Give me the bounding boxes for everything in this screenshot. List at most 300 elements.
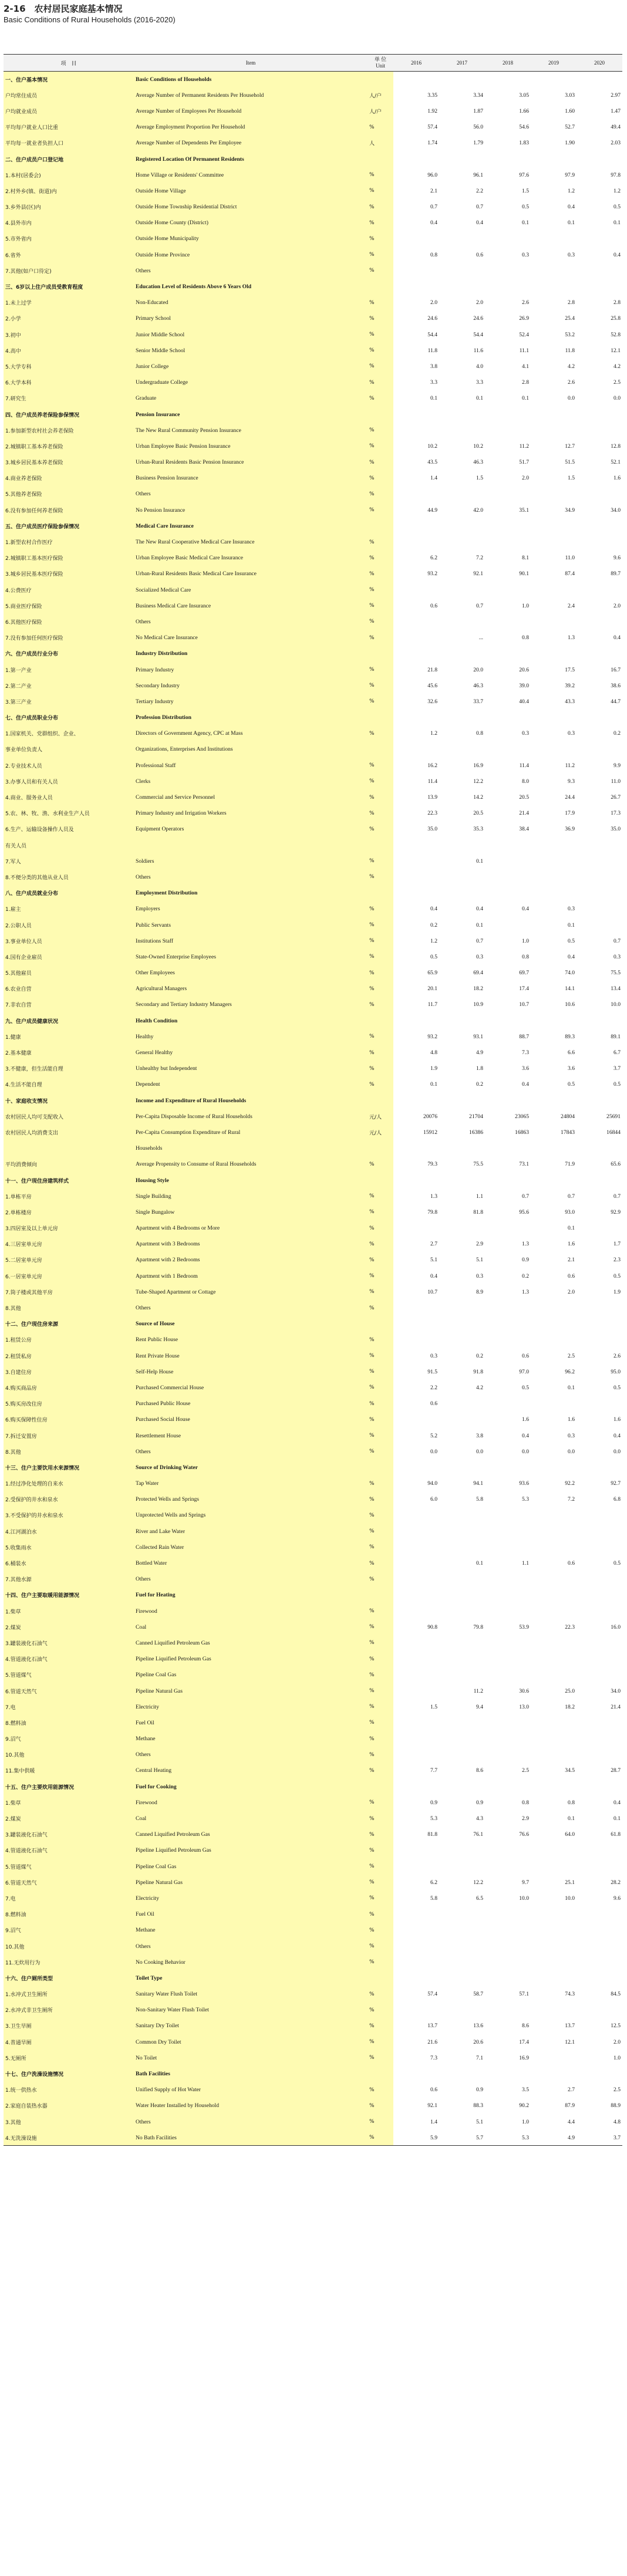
- row-unit: %: [368, 2098, 393, 2114]
- cell-value: 1.2: [430, 730, 437, 737]
- table-row: [4, 1747, 622, 1763]
- row-label-cn: 1.健康: [4, 1029, 134, 1045]
- row-unit: %: [368, 295, 393, 310]
- data-table: [4, 54, 622, 2146]
- cell-value: 74.3: [565, 1991, 575, 1998]
- cell-value: 34.0: [611, 1687, 621, 1694]
- header-row: [4, 55, 622, 72]
- table-row: [4, 741, 622, 757]
- row-label-en: Registered Location Of Permanent Residents: [134, 151, 368, 167]
- cell-value: 93.2: [427, 1033, 437, 1040]
- cell-value: 81.8: [473, 1208, 483, 1216]
- row-label-cn: 3.四居室及以上单元房: [4, 1220, 134, 1236]
- cell-value: [439, 1587, 485, 1603]
- cell-value: [485, 1922, 531, 1938]
- row-label-en: Outside Home Township Residential District: [134, 199, 368, 215]
- row-label-en: [134, 838, 368, 853]
- cell-value: 28.7: [611, 1767, 621, 1774]
- table-row: [4, 454, 622, 470]
- row-unit: %: [368, 2002, 393, 2018]
- row-label-cn: 4.公费医疗: [4, 582, 134, 598]
- row-label-cn: 3.办事人员和有关人员: [4, 774, 134, 789]
- row-label-en: Graduate: [134, 390, 368, 406]
- row-unit: [368, 518, 393, 534]
- cell-value: 89.1: [611, 1033, 621, 1040]
- cell-value: 40.4: [519, 698, 529, 705]
- cell-value: 1.0: [522, 602, 529, 609]
- cell-value: 58.7: [473, 1991, 483, 1998]
- row-label-en: Pension Insurance: [134, 406, 368, 422]
- row-label-cn: 三、6岁以上住户成员受教育程度: [4, 279, 134, 295]
- cell-value: 51.5: [565, 459, 575, 466]
- row-label-cn: 1.水冲式卫生厕所: [4, 1986, 134, 2002]
- row-unit: %: [368, 1747, 393, 1763]
- cell-value: 2.7: [568, 2087, 575, 2094]
- cell-value: 0.3: [522, 251, 529, 258]
- table-row: [4, 1890, 622, 1906]
- cell-value: [439, 1460, 485, 1476]
- row-label-cn: 九、住户成员健康状况: [4, 1013, 134, 1029]
- row-label-en: Public Servants: [134, 917, 368, 933]
- row-label-cn: 3.罐装液化石油气: [4, 1635, 134, 1651]
- cell-value: [393, 1651, 439, 1667]
- row-label-cn: 2.公职人员: [4, 917, 134, 933]
- row-label-en: Bottled Water: [134, 1555, 368, 1571]
- row-label-en: Apartment with 3 Bedrooms: [134, 1236, 368, 1252]
- cell-value: 24.6: [427, 315, 437, 322]
- cell-value: [531, 1396, 577, 1412]
- table-row: [4, 917, 622, 933]
- cell-value: 35.3: [473, 826, 483, 833]
- cell-value: 0.4: [613, 634, 621, 642]
- table-row: [4, 1189, 622, 1204]
- cell-value: 12.2: [473, 778, 483, 785]
- table-row: [4, 758, 622, 774]
- cell-value: [531, 263, 577, 279]
- cell-value: 11.7: [427, 1001, 437, 1008]
- row-label-en: Institutions Staff: [134, 933, 368, 949]
- table-row: [4, 901, 622, 917]
- row-unit: %: [368, 327, 393, 343]
- cell-value: 79.3: [427, 1161, 437, 1168]
- cell-value: 12.5: [611, 2023, 621, 2030]
- row-label-en: Others: [134, 263, 368, 279]
- cell-value: 88.9: [611, 2102, 621, 2109]
- cell-value: [393, 630, 439, 646]
- cell-value: 95.6: [519, 1208, 529, 1216]
- table-row: [4, 1332, 622, 1348]
- cell-value: 28.2: [611, 1879, 621, 1886]
- cell-value: 39.0: [519, 682, 529, 689]
- row-label-en: Average Propensity to Consume of Rural Households: [134, 1156, 368, 1172]
- table-row: [4, 630, 622, 646]
- cell-value: [485, 1906, 531, 1922]
- cell-value: 96.1: [473, 171, 483, 178]
- cell-value: [577, 869, 622, 885]
- cell-value: 4.2: [476, 1384, 483, 1391]
- row-label-en: Home Village or Residents' Committee: [134, 167, 368, 183]
- cell-value: [531, 486, 577, 502]
- cell-value: [439, 1731, 485, 1747]
- row-label-en: Unified Supply of Hot Water: [134, 2082, 368, 2098]
- cell-value: [393, 1571, 439, 1587]
- cell-value: [439, 710, 485, 725]
- cell-value: [485, 1396, 531, 1412]
- cell-value: [577, 741, 622, 757]
- row-label-cn: 2.单栋楼房: [4, 1204, 134, 1220]
- row-label-en: Business Medical Care Insurance: [134, 598, 368, 614]
- cell-value: 0.6: [430, 2087, 437, 2094]
- row-unit: [368, 72, 393, 87]
- cell-value: 0.6: [568, 1272, 575, 1279]
- row-unit: %: [368, 2018, 393, 2034]
- cell-value: 74.0: [565, 970, 575, 977]
- cell-value: [485, 486, 531, 502]
- table-row: [4, 2082, 622, 2098]
- cell-value: 90.2: [519, 2102, 529, 2109]
- row-label-en: Average Employment Proportion Per Household: [134, 119, 368, 135]
- row-unit: %: [368, 1827, 393, 1842]
- table-row: [4, 1603, 622, 1619]
- cell-value: [531, 1842, 577, 1858]
- cell-value: 3.3: [476, 379, 483, 386]
- cell-value: 6.5: [476, 1895, 483, 1902]
- table-row: [4, 1859, 622, 1875]
- row-label-cn: 2.城镇职工基本养老保险: [4, 438, 134, 454]
- cell-value: [439, 1507, 485, 1523]
- cell-value: 3.03: [565, 92, 575, 99]
- cell-value: [577, 710, 622, 725]
- cell-value: 45.6: [427, 682, 437, 689]
- row-unit: %: [368, 183, 393, 199]
- cell-value: 1.90: [565, 140, 575, 147]
- cell-value: 4.9: [531, 2130, 577, 2146]
- cell-value: 53.9: [519, 1623, 529, 1630]
- cell-value: [577, 1587, 622, 1603]
- table-row: [4, 1396, 622, 1412]
- cell-value: [577, 518, 622, 534]
- row-label-cn: 5.收集雨水: [4, 1539, 134, 1555]
- cell-value: [577, 534, 622, 550]
- row-label-en: Coal: [134, 1619, 368, 1635]
- cell-value: 0.9: [476, 2087, 483, 2094]
- cell-value: 69.4: [473, 970, 483, 977]
- cell-value: [393, 1906, 439, 1922]
- cell-value: 4.2: [613, 363, 621, 370]
- row-label-en: Directors of Government Agency, CPC at Mass: [134, 725, 368, 741]
- cell-value: 10.2: [427, 443, 437, 450]
- row-label-en: Central Heating: [134, 1763, 368, 1778]
- table-row: [4, 1076, 622, 1092]
- table-row: [4, 1156, 622, 1172]
- cell-value: 17.5: [565, 666, 575, 673]
- cell-value: [531, 1779, 577, 1795]
- cell-value: [577, 582, 622, 598]
- cell-value: [577, 838, 622, 853]
- cell-value: 0.3: [568, 251, 575, 258]
- table-row: [4, 1875, 622, 1890]
- row-label-en: Others: [134, 1444, 368, 1460]
- cell-value: 95.0: [611, 1368, 621, 1375]
- row-label-cn: 平均每户就业人口比重: [4, 119, 134, 135]
- row-unit: %: [368, 1683, 393, 1699]
- cell-value: [393, 1731, 439, 1747]
- cell-value: 2.03: [611, 140, 621, 147]
- cell-value: [577, 486, 622, 502]
- section-row: [4, 406, 622, 422]
- cell-value: [439, 1316, 485, 1332]
- cell-value: [577, 1524, 622, 1539]
- table-row: [4, 390, 622, 406]
- cell-value: [485, 1172, 531, 1188]
- cell-value: 34.9: [565, 507, 575, 514]
- cell-value: [485, 231, 531, 247]
- row-label-en: Employment Distribution: [134, 885, 368, 901]
- cell-value: [577, 853, 622, 869]
- cell-value: 0.2: [522, 1272, 529, 1279]
- cell-value: 25.4: [565, 315, 575, 322]
- row-unit: %: [368, 614, 393, 630]
- cell-value: 1.7: [613, 1241, 621, 1248]
- table-row: [4, 2034, 622, 2050]
- row-label-cn: 六、住户成员行业分布: [4, 646, 134, 661]
- row-unit: %: [368, 1507, 393, 1523]
- cell-value: 75.5: [473, 1161, 483, 1168]
- cell-value: 0.8: [522, 1799, 529, 1806]
- cell-value: 5.7: [439, 2130, 485, 2146]
- table-row: [4, 1938, 622, 1954]
- row-label-en: Per-Capita Consumption Expenditure of Rural: [134, 1125, 368, 1140]
- cell-value: [531, 72, 577, 87]
- cell-value: [439, 1013, 485, 1029]
- row-label-en: Apartment with 2 Bedrooms: [134, 1252, 368, 1268]
- row-unit: %: [368, 661, 393, 677]
- row-label-cn: 3.其他: [4, 2114, 134, 2130]
- cell-value: [531, 1715, 577, 1731]
- row-label-cn: 6.生产、运输设备操作人员及: [4, 821, 134, 837]
- table-title-cn: 2-16 农村居民家庭基本情况: [4, 4, 123, 14]
- row-label-en: Average Number of Employees Per Household: [134, 103, 368, 119]
- row-label-en: Socialized Medical Care: [134, 582, 368, 598]
- section-row: [4, 72, 622, 87]
- cell-value: [393, 1779, 439, 1795]
- row-label-en: Employers: [134, 901, 368, 917]
- cell-value: [393, 838, 439, 853]
- cell-value: [531, 2002, 577, 2018]
- table-row: [4, 1029, 622, 1045]
- row-label-en: Basic Conditions of Households: [134, 72, 368, 87]
- cell-value: 51.7: [519, 459, 529, 466]
- row-label-cn: 6.没有参加任何养老保险: [4, 502, 134, 518]
- cell-value: 92.2: [565, 1480, 575, 1487]
- row-label-cn: 8.不便分类的其他从业人员: [4, 869, 134, 885]
- cell-value: 10.2: [473, 443, 483, 450]
- cell-value: 1.1: [476, 1193, 483, 1200]
- cell-value: [439, 1970, 485, 1986]
- cell-value: 0.1: [568, 921, 575, 929]
- cell-value: ...: [478, 634, 483, 642]
- cell-value: [439, 2066, 485, 2082]
- cell-value: [439, 1140, 485, 1156]
- section-row: [4, 710, 622, 725]
- cell-value: [531, 1922, 577, 1938]
- table-row: [4, 1731, 622, 1747]
- row-label-cn: 4.江河湖泊水: [4, 1524, 134, 1539]
- row-label-cn: 2.水冲式非卫生厕所: [4, 2002, 134, 2018]
- cell-value: 0.2: [476, 1352, 483, 1359]
- table-title-en: Basic Conditions of Rural Households (2016-2020): [4, 15, 176, 24]
- cell-value: 0.2: [476, 1081, 483, 1088]
- cell-value: [393, 1587, 439, 1603]
- row-unit: 元/人: [368, 1109, 393, 1125]
- row-label-en: Collected Rain Water: [134, 1539, 368, 1555]
- table-row: [4, 1555, 622, 1571]
- cell-value: [577, 1970, 622, 1986]
- table-row: [4, 550, 622, 566]
- cell-value: 54.4: [427, 331, 437, 338]
- table-row: [4, 2130, 622, 2146]
- table-row: [4, 661, 622, 677]
- cell-value: 49.4: [611, 124, 621, 131]
- cell-value: 35.0: [611, 826, 621, 833]
- row-label-en: Housing Style: [134, 1172, 368, 1188]
- row-label-en: Firewood: [134, 1795, 368, 1811]
- cell-value: 93.6: [519, 1480, 529, 1487]
- cell-value: [577, 1667, 622, 1683]
- cell-value: 0.9: [476, 1799, 483, 1806]
- row-unit: %: [368, 2050, 393, 2066]
- cell-value: 92.7: [611, 1480, 621, 1487]
- row-label-en: Apartment with 4 Bedrooms or More: [134, 1220, 368, 1236]
- cell-value: [577, 1571, 622, 1587]
- cell-value: [393, 1300, 439, 1316]
- row-label-cn: 2.家庭自装热水器: [4, 2098, 134, 2114]
- cell-value: 3.35: [427, 92, 437, 99]
- cell-value: 90.1: [519, 570, 529, 578]
- cell-value: 93.1: [473, 1033, 483, 1040]
- row-label-cn: 3.卫生旱厕: [4, 2018, 134, 2034]
- row-label-en: Source of Drinking Water: [134, 1460, 368, 1476]
- cell-value: 20.5: [473, 810, 483, 817]
- cell-value: [577, 2002, 622, 2018]
- cell-value: [485, 1667, 531, 1683]
- cell-value: 0.1: [522, 220, 529, 227]
- cell-value: [393, 423, 439, 438]
- cell-value: [485, 1539, 531, 1555]
- cell-value: 0.1: [568, 1384, 575, 1391]
- row-label-cn: 2.专业技术人员: [4, 758, 134, 774]
- row-unit: %: [368, 917, 393, 933]
- cell-value: 2.9: [476, 1241, 483, 1248]
- row-label-cn: 八、住户成员就业分布: [4, 885, 134, 901]
- cell-value: 0.1: [568, 1815, 575, 1822]
- row-label-cn: 十七、住户洗澡设施情况: [4, 2066, 134, 2082]
- cell-value: [485, 1954, 531, 1970]
- section-row: [4, 1093, 622, 1109]
- table-row: [4, 263, 622, 279]
- cell-value: [439, 1859, 485, 1875]
- cell-value: 96.0: [427, 171, 437, 178]
- cell-value: [531, 646, 577, 661]
- row-unit: %: [368, 1922, 393, 1938]
- cell-value: 0.8: [430, 251, 437, 258]
- row-label-en: Pipeline Natural Gas: [134, 1875, 368, 1890]
- row-label-en: Pipeline Liquified Petroleum Gas: [134, 1651, 368, 1667]
- row-label-cn: 3.不受保护的井水和泉水: [4, 1507, 134, 1523]
- row-label-cn: 8.其他: [4, 1300, 134, 1316]
- table-row: [4, 566, 622, 582]
- cell-value: [485, 1842, 531, 1858]
- cell-value: 2.1: [430, 187, 437, 194]
- row-label-cn: 十、家庭收支情况: [4, 1093, 134, 1109]
- cell-value: [577, 1651, 622, 1667]
- table-row: [4, 199, 622, 215]
- cell-value: 39.2: [565, 682, 575, 689]
- cell-value: 0.3: [568, 906, 575, 913]
- cell-value: [393, 1539, 439, 1555]
- cell-value: [577, 1013, 622, 1029]
- row-label-en: Protected Wells and Springs: [134, 1491, 368, 1507]
- cell-value: 0.6: [430, 602, 437, 609]
- row-label-en: Primary Industry: [134, 661, 368, 677]
- header-year: 2017: [439, 55, 485, 72]
- row-unit: %: [368, 1651, 393, 1667]
- cell-value: 93.0: [565, 1208, 575, 1216]
- row-label-cn: 四、住户成员养老保险参保情况: [4, 406, 134, 422]
- cell-value: 46.3: [473, 459, 483, 466]
- section-row: [4, 1013, 622, 1029]
- cell-value: [577, 1747, 622, 1763]
- table-row: [4, 1364, 622, 1380]
- cell-value: [577, 1715, 622, 1731]
- cell-value: 5.3: [430, 1815, 437, 1822]
- row-label-en: Canned Liquified Petroleum Gas: [134, 1635, 368, 1651]
- cell-value: [531, 614, 577, 630]
- cell-value: [393, 1220, 439, 1236]
- row-label-cn: 5.管道煤气: [4, 1859, 134, 1875]
- cell-value: 76.6: [519, 1831, 529, 1838]
- row-unit: %: [368, 1061, 393, 1076]
- row-label-cn: 2.煤炭: [4, 1811, 134, 1827]
- cell-value: 0.1: [613, 220, 621, 227]
- row-label-en: Sanitary Water Flush Toilet: [134, 1986, 368, 2002]
- cell-value: [393, 741, 439, 757]
- cell-value: [531, 1093, 577, 1109]
- row-label-en: Secondary Industry: [134, 678, 368, 694]
- cell-value: 97.6: [519, 171, 529, 178]
- cell-value: 0.1: [430, 1081, 437, 1088]
- cell-value: 7.3: [430, 2054, 437, 2061]
- cell-value: [439, 1667, 485, 1683]
- cell-value: [393, 1859, 439, 1875]
- cell-value: 7.3: [522, 1049, 529, 1056]
- row-label-en: Methane: [134, 1922, 368, 1938]
- row-label-cn: 6.管道天然气: [4, 1875, 134, 1890]
- table-row: [4, 869, 622, 885]
- table-row: [4, 1922, 622, 1938]
- row-unit: %: [368, 231, 393, 247]
- row-unit: [368, 710, 393, 725]
- section-row: [4, 1460, 622, 1476]
- cell-value: 0.1: [613, 1815, 621, 1822]
- cell-value: 20076: [423, 1113, 437, 1120]
- row-label-cn: 6.省外: [4, 247, 134, 263]
- row-label-en: Methane: [134, 1731, 368, 1747]
- cell-value: 0.4: [430, 1272, 437, 1279]
- cell-value: 9.6: [613, 555, 621, 562]
- table-row: [4, 1619, 622, 1635]
- cell-value: 1.2: [430, 937, 437, 944]
